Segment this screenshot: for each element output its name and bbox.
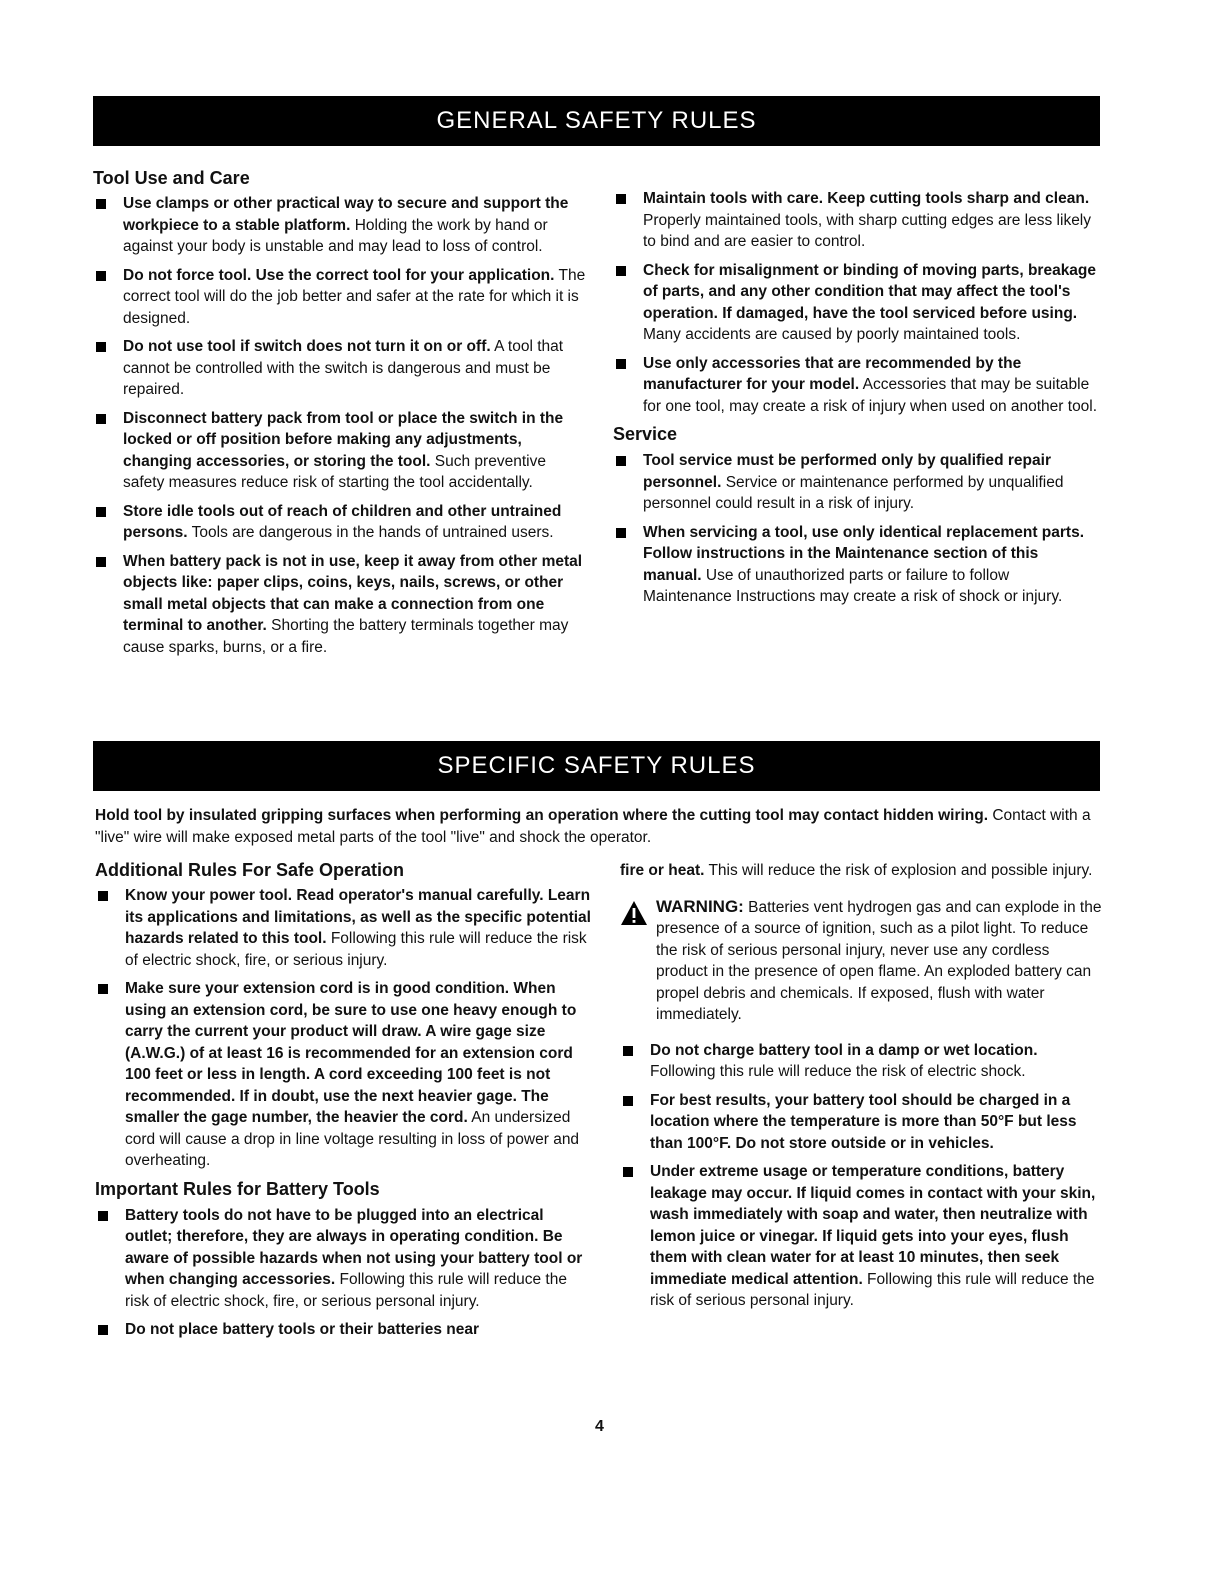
bullet-icon <box>623 1096 633 1106</box>
bullet-icon <box>98 1325 108 1335</box>
list-item: Use only accessories that are recommended by the manufacturer for your model. Accessories that may be suitable for one tool, may create a risk of injury when used on another tool. <box>613 353 1100 418</box>
list-item: Tool service must be performed only by qualified repair personnel. Service or maintenance performed by unqualified personnel could result in a risk of injury. <box>613 450 1100 515</box>
specific-right-column <box>620 860 1102 1319</box>
bullet-icon <box>98 891 108 901</box>
list-item: Do not force tool. Use the correct tool for your application. The correct tool will do the job better and safer at the rate for which it is designed. <box>93 265 591 330</box>
continued-text: fire or heat. This will reduce the risk of explosion and possible injury. <box>620 862 1093 879</box>
warning-text: Batteries vent hydrogen gas and can explode in the presence of a source of ignition, such as a pilot light. To reduce the risk of serious personal injury, never use any cordless product in the presence of open flame. An exploded battery can propel debris and chemicals. If exposed, flush with water immediately. <box>656 898 1102 1023</box>
list-item: Make sure your extension cord is in good condition. When using an extension cord, be sure to use one heavy enough to carry the current your product will draw. A wire gage size (A.W.G.) of at least 16 is recommended for an extension cord 100 feet or less in length. A cord exceeding 100 feet is not recommended. If in doubt, use the next heavier gage. The smaller the gage number, the heavier the cord. An undersized cord will cause a drop in line voltage resulting in loss of power and overheating. <box>95 978 591 1172</box>
bullet-icon <box>98 1211 108 1221</box>
battery-rules-heading: Important Rules for Battery Tools <box>95 1178 380 1199</box>
list-item: Know your power tool. Read operator's manual carefully. Learn its applications and limitations, as well as the specific potential hazards related to this tool. Following this rule will reduce the risk of electric shock, fire, or serious injury. <box>95 885 591 971</box>
bullet-icon <box>623 1167 633 1177</box>
list-item: Do not place battery tools or their batteries near <box>95 1319 591 1341</box>
list-item: When servicing a tool, use only identical replacement parts. Follow instructions in the Maintenance section of this manual. Use of unauthorized parts or failure to follow Maintenance Instructions may create a risk of shock or injury. <box>613 522 1100 608</box>
tool-use-heading: Tool Use and Care <box>93 168 250 188</box>
bullet-icon <box>616 359 626 369</box>
general-safety-title: GENERAL SAFETY RULES <box>436 107 757 134</box>
bullet-icon <box>96 557 106 567</box>
warning-label: WARNING: <box>656 896 744 916</box>
bullet-icon <box>623 1046 633 1056</box>
list-item: Battery tools do not have to be plugged into an electrical outlet; therefore, they are always in operating condition. Be aware of possible hazards when not using your battery tool or when changing accessories. Following this rule will reduce the risk of electric shock, fire, or serious personal injury. <box>95 1205 591 1313</box>
bullet-icon <box>96 271 106 281</box>
list-item: Check for misalignment or binding of moving parts, breakage of parts, and any other condition that may affect the tool's operation. If damaged, have the tool serviced before using. Many accidents are caused by poorly maintained tools. <box>613 260 1100 346</box>
bullet-icon <box>96 342 106 352</box>
bullet-icon <box>616 194 626 204</box>
general-right-column <box>613 188 1100 615</box>
intro-text: Contact with a "live" wire will make exposed metal parts of the tool "live" and shock the operator. <box>95 807 1091 846</box>
warning-block <box>620 896 1102 1026</box>
list-item: For best results, your battery tool should be charged in a location where the temperature is more than 50°F but less than 100°F. Do not store outside or in vehicles. <box>620 1090 1102 1155</box>
general-left-column <box>93 168 591 665</box>
bullet-icon <box>96 414 106 424</box>
list-item: Maintain tools with care. Keep cutting tools sharp and clean. Properly maintained tools, with sharp cutting edges are less likely to bind and are easier to control. <box>613 188 1100 253</box>
intro-bold: Hold tool by insulated gripping surfaces when performing an operation where the cutting tool may contact hidden wiring. <box>95 807 989 824</box>
list-item: Under extreme usage or temperature conditions, battery leakage may occur. If liquid comes in contact with your skin, wash immediately with soap and water, then neutralize with lemon juice or vinegar. If liquid gets into your eyes, flush them with clean water for at least 10 minutes, then seek immediate medical attention. Following this rule will reduce the risk of serious personal injury. <box>620 1161 1102 1312</box>
warning-triangle-icon <box>620 900 648 926</box>
bullet-icon <box>96 507 106 517</box>
bullet-icon <box>616 456 626 466</box>
specific-left-column <box>95 860 591 1348</box>
list-item: Do not charge battery tool in a damp or wet location. Following this rule will reduce the risk of electric shock. <box>620 1040 1102 1083</box>
bullet-icon <box>98 984 108 994</box>
list-item: When battery pack is not in use, keep it away from other metal objects like: paper clips, coins, keys, nails, screws, or other small metal objects that can make a connection from one terminal to another. Shorting the battery terminals together may cause sparks, burns, or a fire. <box>93 551 591 659</box>
bullet-icon <box>616 528 626 538</box>
list-item: Disconnect battery pack from tool or place the switch in the locked or off position before making any adjustments, changing accessories, or storing the tool. Such preventive safety measures reduce risk of starting the tool accidentally. <box>93 408 591 494</box>
list-item: Store idle tools out of reach of children and other untrained persons. Tools are dangerous in the hands of untrained users. <box>93 501 591 544</box>
page-number: 4 <box>595 1418 604 1435</box>
general-safety-banner <box>93 96 1100 146</box>
specific-intro <box>95 805 1105 849</box>
specific-safety-title: SPECIFIC SAFETY RULES <box>437 752 756 779</box>
specific-safety-banner <box>93 741 1100 791</box>
bullet-icon <box>616 266 626 276</box>
bullet-icon <box>96 199 106 209</box>
list-item: Use clamps or other practical way to secure and support the workpiece to a stable platform. Holding the work by hand or against your body is unstable and may lead to loss of control. <box>93 193 591 258</box>
list-item: Do not use tool if switch does not turn it on or off. A tool that cannot be controlled with the switch is dangerous and must be repaired. <box>93 336 591 401</box>
additional-rules-heading: Additional Rules For Safe Operation <box>95 860 405 880</box>
service-heading: Service <box>613 424 678 444</box>
